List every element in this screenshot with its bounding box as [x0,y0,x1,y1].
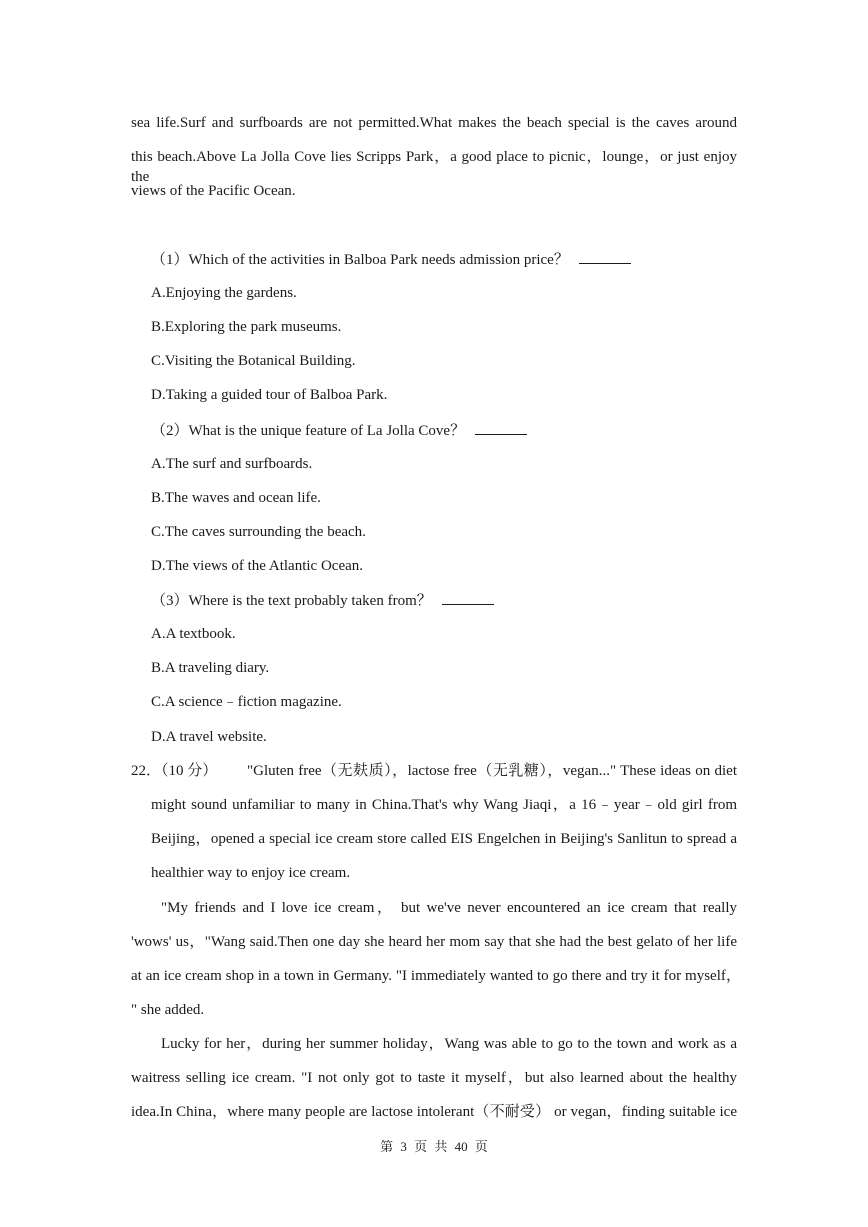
question-3-stem [151,590,494,611]
paragraph-2-line-3: at an ice cream shop in a town in Germany. "I immediately wanted to go there and try it for myself， [131,968,741,984]
answer-blank-2 [475,420,527,435]
question-1-option-d: D.Taking a guided tour of Balboa Park. [151,387,388,403]
paragraph-2-line-1: "My friends and I love ice cream， but we've never encountered an ice cream that really [161,900,737,916]
question-3-option-d: D.A travel website. [151,729,267,745]
question-22-line-2: might sound unfamiliar to many in China.That's why Wang Jiaqi，a 16﹣year﹣old girl from [151,797,737,813]
paragraph-2-line-2: 'wows' us，"Wang said.Then one day she heard her mom say that she had the best gelato of her life [131,934,737,950]
question-1-option-b: B.Exploring the park museums. [151,319,342,335]
paragraph-3-line-2: waitress selling ice cream. "I not only got to taste it myself，but also learned about the healthy [131,1070,737,1086]
question-2-option-c: C.The caves surrounding the beach. [151,524,366,540]
question-1-text: （1）Which of the activities in Balboa Park needs admission price？ [151,252,569,268]
question-1-option-a: A.Enjoying the gardens. [151,285,297,301]
question-2-option-d: D.The views of the Atlantic Ocean. [151,558,364,574]
passage-line-1: sea life.Surf and surfboards are not permitted.What makes the beach special is the caves around [131,115,737,131]
paragraph-3-line-3: idea.In China，where many people are lactose intolerant（不耐受） or vegan，finding suitable ice [131,1104,737,1120]
paragraph-2-line-4: " she added. [131,1002,205,1018]
question-22-line-1: "Gluten free（无麸质），lactose free（无乳糖），vegan..." These ideas on diet [247,763,737,779]
question-22-line-3: Beijing，opened a special ice cream store called EIS Engelchen in Beijing's Sanlitun to spread a [151,831,737,847]
question-2-option-b: B.The waves and ocean life. [151,490,321,506]
question-2-text: （2）What is the unique feature of La Jolla Cove？ [151,423,466,439]
question-2-stem [151,420,527,441]
question-1-option-c: C.Visiting the Botanical Building. [151,353,356,369]
answer-blank-1 [579,249,631,264]
question-3-option-a: A.A textbook. [151,626,236,642]
question-2-option-a: A.The surf and surfboards. [151,456,313,472]
question-3-option-c: C.A science﹣fiction magazine. [151,694,342,710]
page-footer: 第 3 页 共 40 页 [380,1139,488,1154]
question-3-text: （3）Where is the text probably taken from？ [151,593,432,609]
paragraph-3-line-1: Lucky for her，during her summer holiday，Wang was able to go to the town and work as a [161,1036,737,1052]
question-22-line-4: healthier way to enjoy ice cream. [151,865,351,881]
question-1-stem [151,249,631,270]
answer-blank-3 [442,590,494,605]
question-22-number: 22．（10 分） [131,763,218,779]
passage-line-3: views of the Pacific Ocean. [131,183,296,199]
passage-line-2: this beach.Above La Jolla Cove lies Scripps Park，a good place to picnic，lounge，or just enjoy the [131,149,737,185]
question-3-option-b: B.A traveling diary. [151,660,270,676]
